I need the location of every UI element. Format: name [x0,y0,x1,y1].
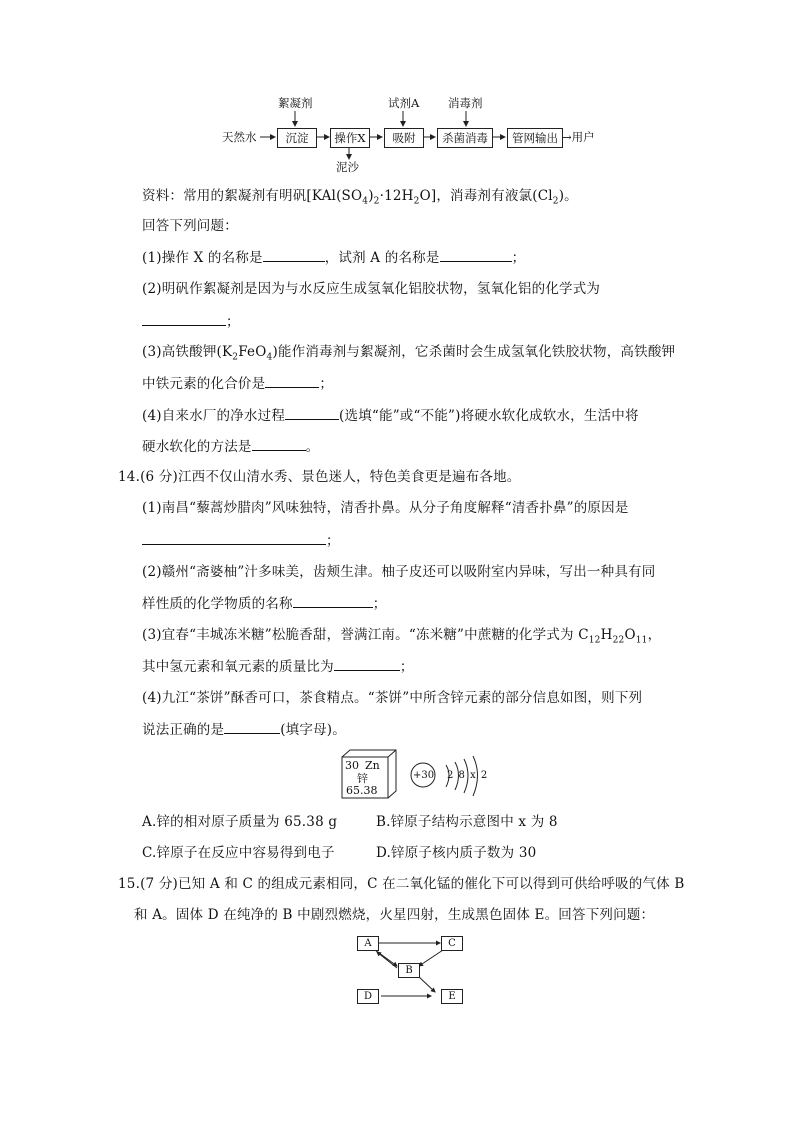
q15-box-c: C [441,936,463,951]
answer-blank[interactable] [263,247,325,262]
q14-part3: (3)宜春“丰城冻米糖”松脆香甜，誉满江南。“冻米糖”中蔗糖的化学式为 $C_{12}H_{22}O_{11}$， [142,627,662,646]
q13-part3-line2: 中铁元素的化合价是 ； [142,373,333,394]
answer-blank[interactable] [224,719,280,734]
water-treatment-flow-diagram [222,96,622,176]
q14-part1: (1)南昌“藜蒿炒腊肉”风味独特，清香扑鼻。从分子角度解释“清香扑鼻”的原因是 [142,500,629,516]
answer-blank[interactable] [293,593,373,608]
q14-part3-line2: 其中氢元素和氧元素的质量比为 ； [142,656,414,677]
flow-label-reagent-a: 试剂A [388,96,420,110]
q13-part4: (4)自来水厂的净水过程 (选填“能”或“不能”)将硬水软化成软水，生活中将 [142,405,639,426]
q14-part2-line2: 样性质的化学物质的名称 ； [142,593,386,614]
q14-option-c: C.锌原子在反应中容易得到电子 [142,845,335,861]
zinc-atomic-number: 30 [345,759,359,772]
q13-part4-line2: 硬水软化的方法是 。 [142,436,319,457]
flow-box-disinfection: 杀菌消毒 [437,128,493,148]
q14-part1-answer: ； [142,530,340,551]
q14-option-b: B.锌原子结构示意图中 x 为 8 [376,814,558,830]
q15-box-b: B [398,963,420,978]
answer-blank[interactable] [334,656,400,671]
q14-option-a: A.锌的相对原子质量为 65.38 g [142,814,338,830]
q14-option-d: D.锌原子核内质子数为 30 [376,845,537,861]
q13-part2: (2)明矾作絮凝剂是因为与水反应生成氢氧化铝胶状物，氢氧化铝的化学式为 [142,281,601,297]
zinc-atomic-mass: 65.38 [346,784,378,797]
zinc-symbol: Zn [365,759,380,772]
answer-blank[interactable] [265,373,319,388]
atom-electron-shells: 2 8 x 2 [447,770,489,781]
flow-label-silt: 泥沙 [336,160,359,174]
answer-blank[interactable] [285,405,339,420]
flow-end-label: →用户 [562,130,595,144]
q15-line1: 15.(7 分)已知 A 和 C 的组成元素相同，C 在二氧化锰的催化下可以得到可供给呼吸的气体 B [118,876,685,892]
answer-blank[interactable] [142,530,326,545]
q14-part4: (4)九江“茶饼”酥香可口，茶食精点。“茶饼”中所含锌元素的部分信息如图，则下列 [142,690,643,706]
q15-box-e: E [441,989,463,1004]
q13-prompt: 回答下列问题： [142,218,238,234]
q13-part2-answer: ； [142,311,240,332]
q15-line2: 和 A。固体 D 在纯净的 B 中剧烈燃烧，火星四射，生成黑色固体 E。回答下列问题： [134,907,655,923]
q15-box-a: A [357,936,379,951]
flow-label-disinfectant: 消毒剂 [448,96,483,110]
q14-part4-line2: 说法正确的是 (填字母)。 [142,719,346,740]
flow-box-pipe-output: 管网输出 [507,128,563,148]
answer-blank[interactable] [142,311,226,326]
q13-material: 资料：常用的絮凝剂有明矾$[KAl(SO_4)_2\cdot 12H_2O]$，消毒剂有液氯$(Cl_2)$。 [142,188,578,207]
answer-blank[interactable] [252,436,306,451]
q15-box-d: D [357,989,379,1004]
zinc-name: 锌 [357,772,368,785]
answer-blank[interactable] [440,247,512,262]
q14-heading: 14.(6 分)江西不仅山清水秀、景色迷人，特色美食更是遍布各地。 [118,469,521,485]
q13-part3: (3)高铁酸钾$(K_2FeO_4)$能作消毒剂与絮凝剂，它杀菌时会生成氢氧化铁胶状物，高铁酸钾 [142,344,676,363]
flow-box-adsorption: 吸附 [384,128,424,148]
q13-part1: (1)操作 X 的名称是 ，试剂 A 的名称是 ； [142,247,525,268]
flow-label-flocculant: 絮凝剂 [278,96,313,110]
atom-nucleus-charge: +30 [413,770,435,781]
zinc-element-card [341,749,397,799]
q15-relationship-diagram [355,930,465,1010]
flow-box-operation-x: 操作X [330,128,370,148]
flow-source-label: 天然水 [222,130,257,144]
flow-box-sedimentation: 沉淀 [277,128,317,148]
q14-part2: (2)赣州“斋婆柚”汁多味美，齿颊生津。柚子皮还可以吸附室内异味，写出一种具有同 [142,564,656,580]
zinc-atom-structure-diagram [410,755,490,805]
